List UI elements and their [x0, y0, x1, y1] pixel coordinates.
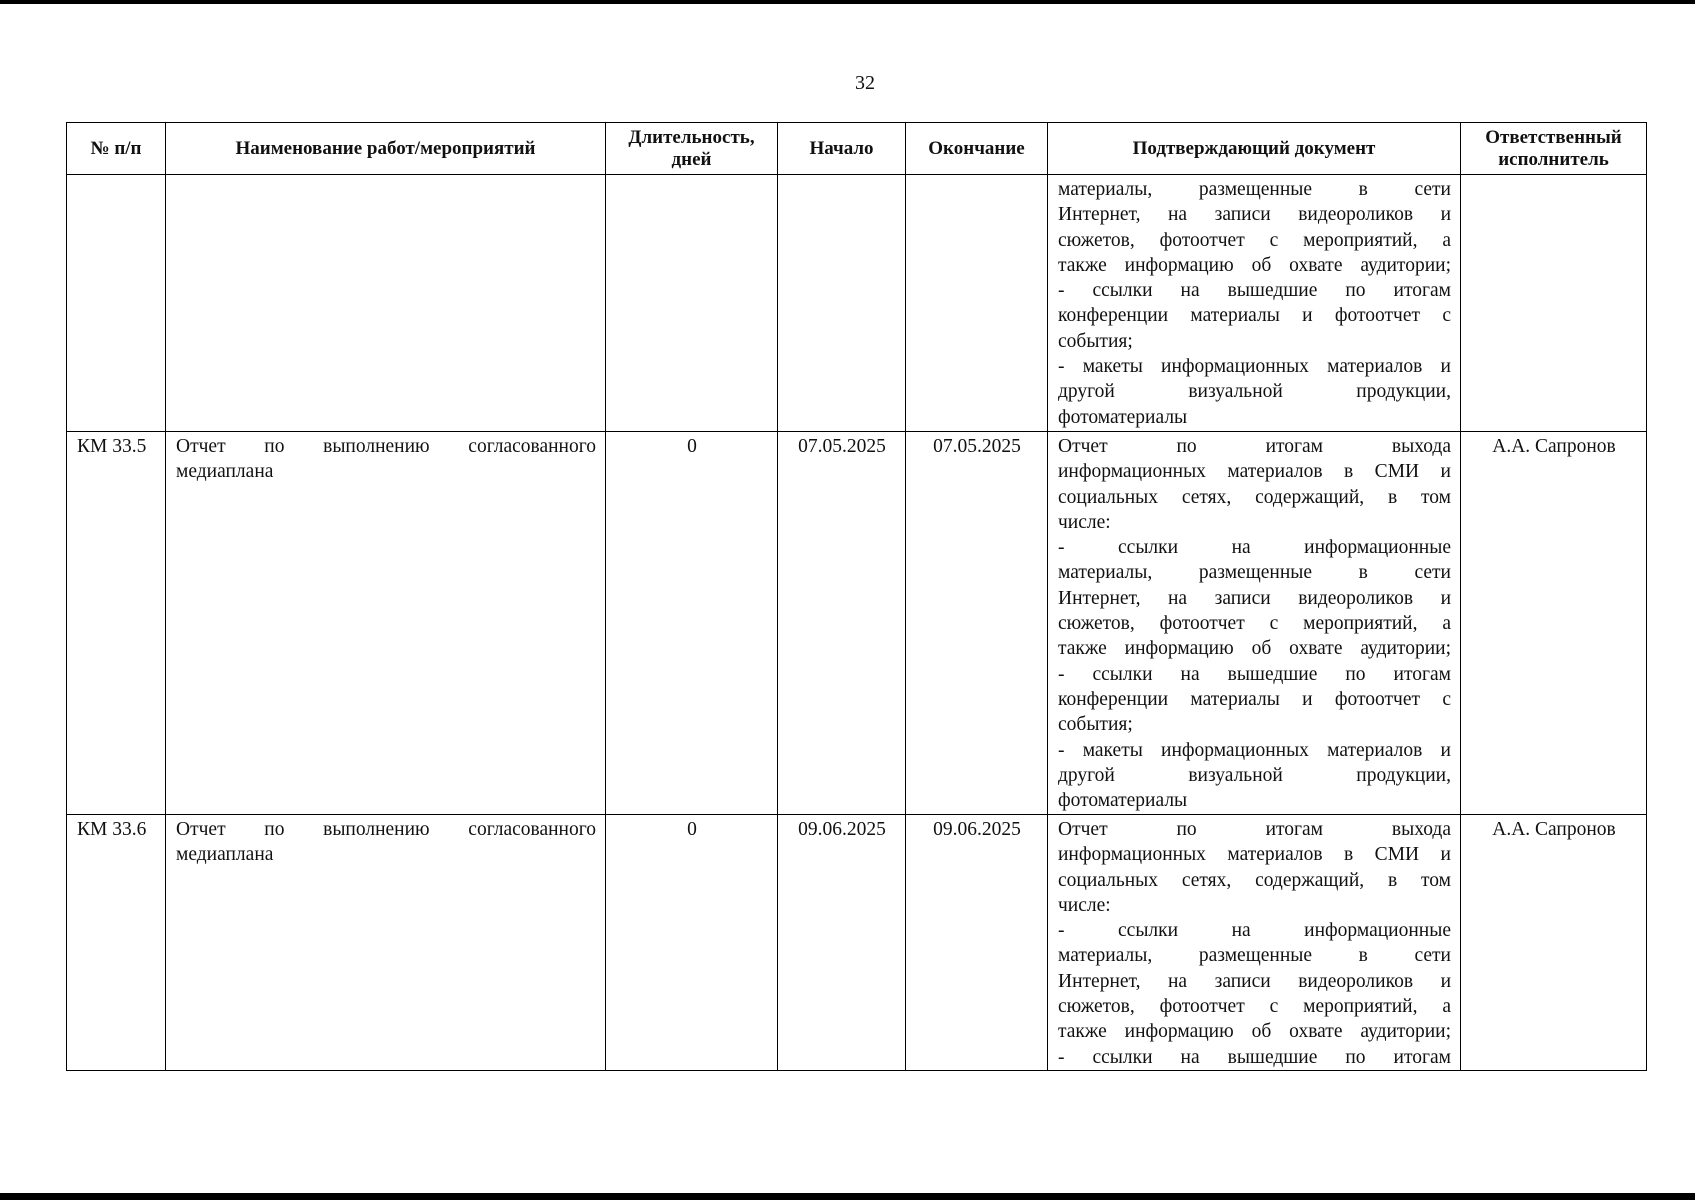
- cell-start: [778, 175, 906, 432]
- document-line: информационных материалов в СМИ и: [1058, 844, 1451, 866]
- cell-num: КМ 33.5: [67, 432, 166, 815]
- table-row: [67, 815, 1647, 1071]
- cell-num: [67, 175, 166, 432]
- document-line: сюжетов, фотоотчет с мероприятий, а: [1058, 229, 1451, 251]
- document-line: материалы, размещенные в сети: [1058, 562, 1451, 584]
- cell-num: КМ 33.6: [67, 815, 166, 1071]
- document-line: социальных сетях, содержащий, в том: [1058, 869, 1451, 891]
- cell-name: [166, 815, 606, 1071]
- cell-responsible: А.А. Сапронов: [1461, 815, 1647, 1071]
- cell-duration: 0: [606, 432, 778, 815]
- document-line: сюжетов, фотоотчет с мероприятий, а: [1058, 996, 1451, 1018]
- document-line: фотоматериалы: [1058, 790, 1188, 812]
- cell-responsible: [1461, 175, 1647, 432]
- cell-duration: 0: [606, 815, 778, 1071]
- document-line: числе:: [1058, 511, 1111, 533]
- document-line: информационных материалов в СМИ и: [1058, 461, 1451, 483]
- cell-document: [1048, 815, 1461, 1071]
- document-line: события;: [1058, 714, 1133, 736]
- document-line: - ссылки на информационные: [1058, 920, 1451, 942]
- name-line: Отчет по выполнению согласованного: [176, 819, 596, 840]
- cell-duration: [606, 175, 778, 432]
- header-document: Подтверждающий документ: [1048, 123, 1461, 175]
- document-line: конференции материалы и фотоотчет с: [1058, 688, 1451, 710]
- cell-name: [166, 432, 606, 815]
- header-start: Начало: [778, 123, 906, 175]
- header-end: Окончание: [906, 123, 1048, 175]
- document-line: Отчет по итогам выхода: [1058, 819, 1451, 840]
- document-line: Интернет, на записи видеороликов и: [1058, 587, 1451, 609]
- name-line: медиаплана: [176, 461, 274, 483]
- document-line: - ссылки на вышедшие по итогам: [1058, 663, 1451, 685]
- scan-border-top: [0, 0, 1695, 4]
- name-line: Отчет по выполнению согласованного: [176, 436, 596, 457]
- cell-document: [1048, 432, 1461, 815]
- cell-end: [906, 175, 1048, 432]
- header-num: № п/п: [67, 123, 166, 175]
- page-number: 32: [855, 72, 875, 94]
- header-name: Наименование работ/мероприятий: [166, 123, 606, 175]
- document-line: Интернет, на записи видеороликов и: [1058, 970, 1451, 992]
- scan-border-bottom: [0, 1193, 1695, 1200]
- cell-end: 07.05.2025: [906, 432, 1048, 815]
- table-row: [67, 175, 1647, 432]
- document-line: другой визуальной продукции,: [1058, 764, 1451, 786]
- document-line: сюжетов, фотоотчет с мероприятий, а: [1058, 613, 1451, 635]
- document-line: Отчет по итогам выхода: [1058, 436, 1451, 457]
- header-duration: Длительность, дней: [606, 123, 778, 175]
- cell-end: 09.06.2025: [906, 815, 1048, 1071]
- cell-responsible: А.А. Сапронов: [1461, 432, 1647, 815]
- header-responsible: Ответственный исполнитель: [1461, 123, 1647, 175]
- document-line: - ссылки на вышедшие по итогам: [1058, 1046, 1451, 1068]
- document-line: материалы, размещенные в сети: [1058, 945, 1451, 967]
- cell-name: [166, 175, 606, 432]
- document-line: фотоматериалы: [1058, 406, 1188, 428]
- document-line: социальных сетях, содержащий, в том: [1058, 486, 1451, 508]
- document-line: другой визуальной продукции,: [1058, 381, 1451, 403]
- table-row: [67, 432, 1647, 815]
- document-line: также информацию об охвате аудитории;: [1058, 1021, 1451, 1043]
- work-schedule-table: [66, 122, 1647, 1071]
- document-line: числе:: [1058, 894, 1111, 916]
- document-line: - ссылки на информационные: [1058, 537, 1451, 559]
- table-header-row: [67, 123, 1647, 175]
- cell-start: 09.06.2025: [778, 815, 906, 1071]
- document-line: - макеты информационных материалов и: [1058, 739, 1451, 761]
- cell-start: 07.05.2025: [778, 432, 906, 815]
- document-line: конференции материалы и фотоотчет с: [1058, 305, 1451, 327]
- document-line: материалы, размещенные в сети: [1058, 179, 1451, 200]
- document-line: также информацию об охвате аудитории;: [1058, 254, 1451, 276]
- document-line: - ссылки на вышедшие по итогам: [1058, 280, 1451, 302]
- document-line: события;: [1058, 330, 1133, 352]
- document-line: Интернет, на записи видеороликов и: [1058, 204, 1451, 226]
- document-line: - макеты информационных материалов и: [1058, 356, 1451, 378]
- document-line: также информацию об охвате аудитории;: [1058, 638, 1451, 660]
- cell-document: [1048, 175, 1461, 432]
- name-line: медиаплана: [176, 844, 274, 866]
